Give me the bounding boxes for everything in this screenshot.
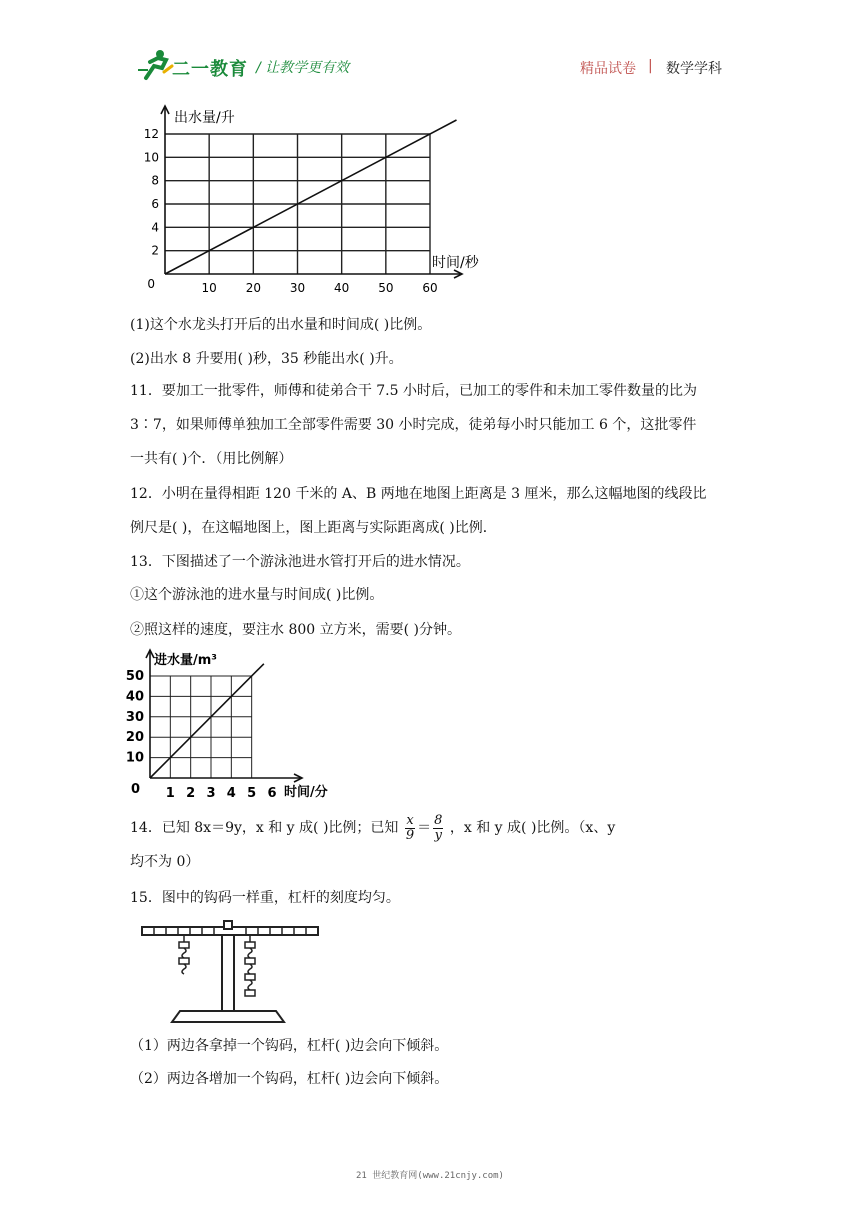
x-tick-label: 5 <box>247 786 257 801</box>
y-tick-label: 12 <box>143 127 159 141</box>
q12-line2: 例尺是( )，在这幅地图上，图上距离与实际距离成( )比例． <box>130 520 497 536</box>
header-slogan: / 让教学更有效 <box>256 60 350 76</box>
x-tick-label: 60 <box>422 281 438 295</box>
y-axis-label: 进水量/m³ <box>154 653 217 668</box>
q10-part2: (2)出水 8 升要用( )秒，35 秒能出水( )升。 <box>130 351 403 367</box>
q14-text-b: ，x 和 y 成( )比例。（x、y <box>449 820 616 836</box>
q11-line3: 一共有( )个．（用比例解） <box>130 451 293 467</box>
y-tick-label: 20 <box>125 730 144 746</box>
y-axis-label: 出水量/升 <box>174 110 235 126</box>
x-tick-label: 20 <box>245 281 261 295</box>
y-tick-label: 30 <box>125 709 144 725</box>
y-tick-label: 6 <box>151 197 159 211</box>
y-tick-label: 40 <box>125 689 144 705</box>
water-output-chart <box>140 100 500 300</box>
runner-logo-icon <box>136 48 176 82</box>
x-tick-label: 1 <box>165 786 175 801</box>
data-series-line <box>150 664 264 778</box>
logo-name: 二一教育 <box>172 59 248 80</box>
q11-line2: 3∶7，如果师傅单独加工全部零件需要 30 小时完成，徒弟每小时只能加工 6 个，这批零件 <box>130 417 697 433</box>
lever-balance-diagram <box>140 918 320 1028</box>
x-tick-label: 50 <box>378 281 394 295</box>
x-tick-label: 6 <box>267 786 277 801</box>
frac2-denominator: y <box>434 827 442 843</box>
frac1-numerator: x <box>406 812 414 828</box>
q14-equals: ＝ <box>417 820 432 836</box>
q15-part1: （1）两边各拿掉一个钩码，杠杆( )边会向下倾斜。 <box>130 1038 449 1054</box>
x-tick-label: 4 <box>226 786 236 801</box>
x-tick-label: 10 <box>201 281 217 295</box>
fraction-x-over-9 <box>405 814 415 843</box>
y-tick-label: 2 <box>151 243 159 258</box>
q11-line1: 11．要加工一批零件，师傅和徒弟合干 7.5 小时后，已加工的零件和未加工零件数量的比为 <box>130 383 697 399</box>
y-tick-label: 10 <box>143 150 159 165</box>
q15-part2: （2）两边各增加一个钩码，杠杆( )边会向下倾斜。 <box>130 1071 449 1087</box>
x-tick-label: 3 <box>206 786 216 801</box>
q15-line1: 15．图中的钩码一样重，杠杆的刻度均匀。 <box>130 890 400 906</box>
origin-label: 0 <box>130 782 140 797</box>
q14-text-a: 14．已知 8x＝9y，x 和 y 成( )比例；已知 <box>130 820 399 836</box>
footer-source: 21 世纪教育网(www.21cnjy.com) <box>356 1171 504 1181</box>
header-category: 精品试卷 <box>580 61 636 77</box>
q10-part1: (1)这个水龙头打开后的出水量和时间成( )比例。 <box>130 317 432 333</box>
q14-line1 <box>130 808 615 848</box>
pool-inflow-chart <box>125 646 350 806</box>
y-tick-label: 50 <box>125 669 144 684</box>
y-tick-label: 4 <box>151 220 159 235</box>
x-axis-label: 时间/秒 <box>432 255 479 271</box>
y-tick-label: 10 <box>125 750 144 766</box>
x-tick-label: 2 <box>186 786 196 801</box>
header-separator: | <box>648 58 653 74</box>
q13-line1: 13．下图描述了一个游泳池进水管打开后的进水情况。 <box>130 554 470 570</box>
frac1-denominator: 9 <box>405 827 415 843</box>
q14-line2: 均不为 0） <box>130 854 200 870</box>
q13-part1: ①这个游泳池的进水量与时间成( )比例。 <box>130 587 384 603</box>
frac2-numerator: 8 <box>434 812 443 828</box>
x-tick-label: 40 <box>334 281 350 295</box>
q12-line1: 12．小明在量得相距 120 千米的 A、B 两地在地图上距离是 3 厘米，那么这幅地图的线段比 <box>130 486 707 502</box>
origin-label: 0 <box>147 277 155 291</box>
q13-part2: ②照这样的速度，要注水 800 立方米，需要( )分钟。 <box>130 622 461 638</box>
y-tick-label: 8 <box>151 173 159 188</box>
x-tick-label: 30 <box>289 281 306 295</box>
fraction-8-over-y <box>433 814 443 843</box>
x-axis-label: 时间/分 <box>284 785 328 800</box>
header-subject: 数学学科 <box>666 61 722 77</box>
